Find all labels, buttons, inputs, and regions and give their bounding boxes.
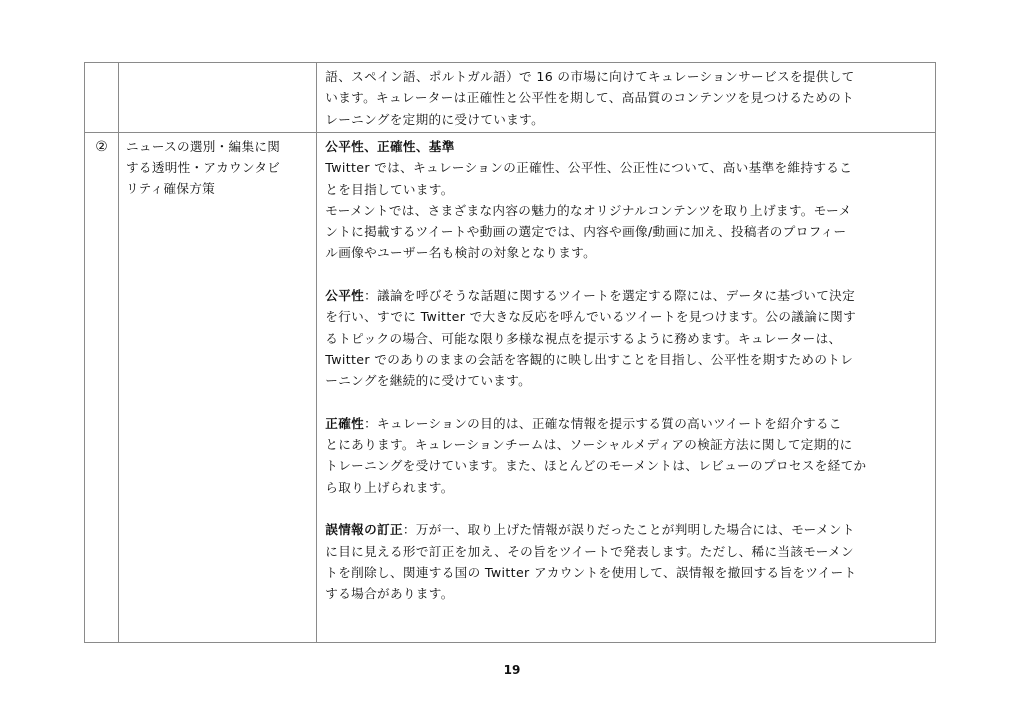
text-run: ントに掲載するツイートや動画の選定では、内容や画像/動画に加え、投稿者のプロフィー (325, 224, 847, 240)
text-run: Twitter では、キュレーションの正確性、公平性、公正性について、高い基準を維持するこ (325, 160, 853, 176)
bold-heading: 公平性 (325, 288, 365, 304)
text-run: Twitter でのありのままの会話を客観的に映し出すことを目指し、公平性を期すためのトレ (325, 351, 854, 367)
text-run: に目に見える形で訂正を加え、その旨をツイートで発表します。ただし、稀に当該モーメン (325, 543, 854, 559)
description-cell (317, 63, 936, 133)
text-run: るトピックの場合、可能な限り多様な視点を提示するように務めます。キュレーターは、 (325, 330, 842, 346)
text-line (325, 477, 931, 498)
bold-heading: 正確性 (325, 415, 365, 431)
text-line (325, 87, 931, 108)
description-cell (317, 133, 936, 643)
text-run: とを目指しています。 (325, 181, 454, 197)
text-line (325, 413, 931, 434)
text-line (325, 562, 931, 583)
category-cell (119, 63, 317, 133)
text-run: レーニングを定期的に受けています。 (325, 111, 545, 127)
category-line: する透明性・アカウンタビ (126, 160, 281, 175)
bold-heading: 誤情報の訂正 (325, 522, 403, 538)
text-line (325, 66, 931, 87)
paragraph-gap (325, 264, 931, 285)
text-run: ：議論を呼びそうな話題に関するツイートを選定する際には、データに基づいて決定 (364, 288, 856, 304)
text-run: トを削除し、関連する国の Twitter アカウントを使用して、誤情報を撤回する旨をツイート (325, 564, 857, 580)
text-line (325, 136, 931, 157)
category-line: ニュースの選別・編集に関 (126, 139, 281, 154)
row-number-cell (85, 63, 119, 133)
text-line (325, 541, 931, 562)
text-line (325, 583, 931, 604)
row-number-cell (85, 133, 119, 643)
table-row (85, 133, 936, 643)
text-run: ル画像やユーザー名も検討の対象となります。 (325, 245, 597, 261)
page-number: 19 (503, 663, 521, 677)
bold-heading: 公平性、正確性、基準 (325, 139, 455, 154)
text-line (325, 370, 931, 391)
text-run: トレーニングを受けています。また、ほとんどのモーメントは、レビューのプロセスを経てか (325, 458, 867, 474)
text-line (325, 519, 931, 540)
text-line (325, 221, 931, 242)
text-line (325, 434, 931, 455)
text-run: います。キュレーターは正確性と公平性を期して、高品質のコンテンツを見つけるためのト (325, 90, 855, 106)
text-run: モーメントでは、さまざまな内容の魅力的なオリジナルコンテンツを取り上げます。モーメ (325, 202, 852, 218)
text-run: ：キュレーションの目的は、正確な情報を提示する質の高いツイートを紹介するこ (364, 415, 842, 431)
text-line (325, 179, 931, 200)
text-run: 語、スペイン語、ポルトガル語）で 16 の市場に向けてキュレーションサービスを提供して (325, 69, 855, 84)
content-table (84, 62, 936, 643)
text-run: とにあります。キュレーションチームは、ソーシャルメディアの検証方法に関して定期的に (325, 437, 853, 453)
text-line (325, 349, 931, 370)
table-row (85, 63, 936, 133)
text-run: ：万が一、取り上げた情報が誤りだったことが判明した場合には、モーメント (402, 522, 855, 538)
text-run: する場合があります。 (325, 586, 454, 602)
paragraph-gap (325, 392, 931, 413)
text-line (325, 157, 931, 178)
text-line (325, 242, 931, 263)
text-line (325, 455, 931, 476)
text-line (325, 200, 931, 221)
description-text (325, 136, 931, 605)
row-number (85, 63, 118, 66)
category-line: リティ確保方策 (126, 181, 216, 196)
text-line (325, 328, 931, 349)
text-line (325, 285, 931, 306)
text-run: ーニングを継続的に受けています。 (325, 373, 532, 389)
text-run: ら取り上げられます。 (325, 479, 454, 495)
text-line (325, 306, 931, 327)
text-line (325, 109, 931, 130)
text-run: を行い、すでに Twitter で大きな反応を呼んでいるツイートを見つけます。公の議論に関す (325, 309, 857, 325)
category-text (119, 133, 316, 199)
row-number: ② (95, 139, 108, 155)
category-cell (119, 133, 317, 643)
category-text (119, 63, 316, 66)
paragraph-gap (325, 498, 931, 519)
description-text (325, 66, 931, 130)
